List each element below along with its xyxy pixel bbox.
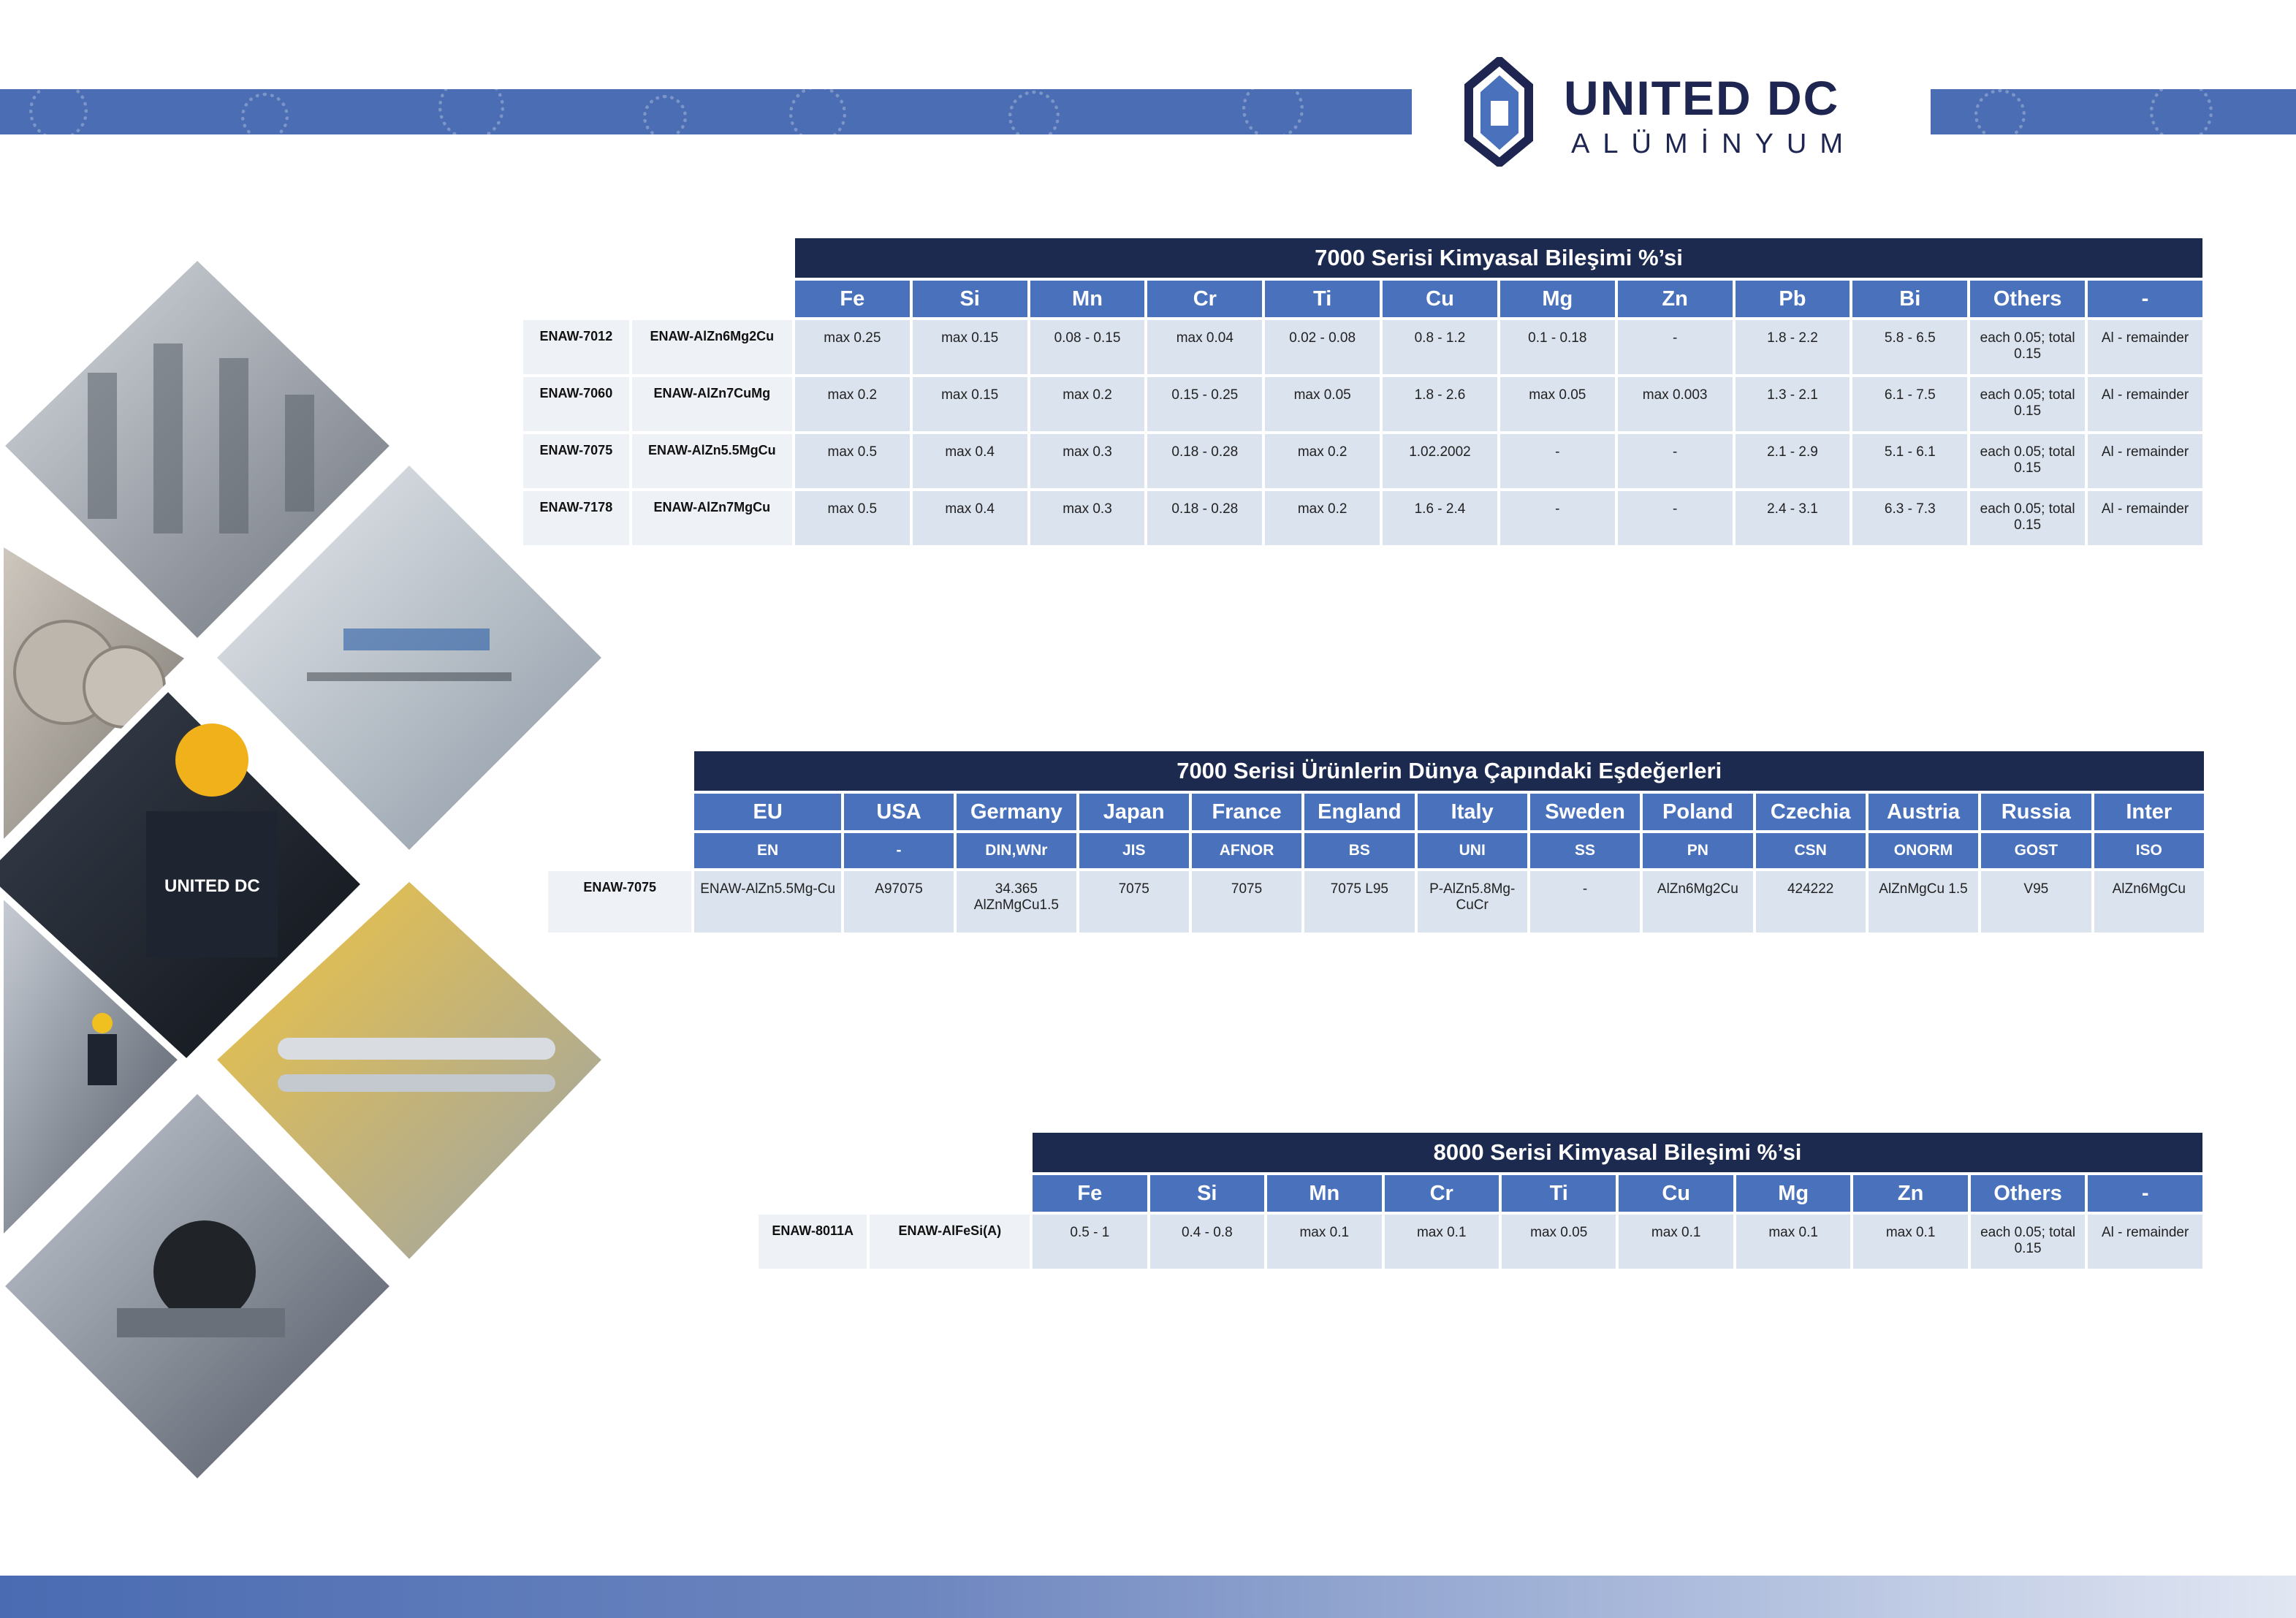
svg-text:UNITED DC: UNITED DC xyxy=(164,876,260,896)
table-cell: - xyxy=(1530,871,1640,933)
table-cell: Al - remainder xyxy=(2088,377,2202,431)
table-title: 8000 Serisi Kimyasal Bileşimi %’si xyxy=(1033,1133,2202,1172)
standard-header: CSN xyxy=(1756,833,1866,868)
column-header: Fe xyxy=(795,281,910,317)
country-header: Japan xyxy=(1079,794,1189,830)
table-cell: max 0.003 xyxy=(1618,377,1733,431)
table-cell: 34.365 AlZnMgCu1.5 xyxy=(957,871,1076,933)
table-cell: 0.8 - 1.2 xyxy=(1383,320,1497,374)
table-cell: 0.5 - 1 xyxy=(1033,1215,1147,1269)
table-cell: max 0.2 xyxy=(1030,377,1145,431)
table-cell: max 0.1 xyxy=(1267,1215,1381,1269)
column-header: - xyxy=(2088,281,2202,317)
table-cell: max 0.05 xyxy=(1500,377,1615,431)
table-cell: 1.6 - 2.4 xyxy=(1383,491,1497,545)
table-cell: 1.8 - 2.6 xyxy=(1383,377,1497,431)
standard-header: AFNOR xyxy=(1192,833,1301,868)
alloy-code: ENAW-7075 xyxy=(523,434,629,488)
table-cell: 0.1 - 0.18 xyxy=(1500,320,1615,374)
standard-header: ONORM xyxy=(1869,833,1978,868)
table-cell: each 0.05; total 0.15 xyxy=(1971,1215,2085,1269)
table-cell: Al - remainder xyxy=(2088,434,2202,488)
column-header: Others xyxy=(1970,281,2085,317)
country-header: Italy xyxy=(1418,794,1527,830)
alloy-name: ENAW-AlZn6Mg2Cu xyxy=(632,320,792,374)
table-cell: max 0.2 xyxy=(1265,491,1380,545)
table-cell: each 0.05; total 0.15 xyxy=(1970,377,2085,431)
standard-header: JIS xyxy=(1079,833,1189,868)
table-cell: Al - remainder xyxy=(2088,320,2202,374)
alloy-name: ENAW-AlZn7CuMg xyxy=(632,377,792,431)
table-cell: P-AlZn5.8Mg-CuCr xyxy=(1418,871,1527,933)
table-cell: 6.3 - 7.3 xyxy=(1852,491,1967,545)
table-cell: 1.3 - 2.1 xyxy=(1736,377,1850,431)
header-pattern-band-right xyxy=(1931,89,2296,134)
table-cell: AlZn6Mg2Cu xyxy=(1643,871,1752,933)
column-header: Mn xyxy=(1030,281,1145,317)
country-header: EU xyxy=(694,794,840,830)
table-cell: 5.1 - 6.1 xyxy=(1852,434,1967,488)
country-header: Czechia xyxy=(1756,794,1866,830)
column-header: - xyxy=(2088,1175,2202,1212)
table-cell: max 0.04 xyxy=(1147,320,1262,374)
table-cell: max 0.1 xyxy=(1736,1215,1850,1269)
table-cell: A97075 xyxy=(844,871,954,933)
standard-header: ISO xyxy=(2094,833,2205,868)
table-row xyxy=(548,871,2204,933)
column-header: Others xyxy=(1971,1175,2085,1212)
table-cell: 0.08 - 0.15 xyxy=(1030,320,1145,374)
column-header: Cu xyxy=(1619,1175,1733,1212)
table-cell: max 0.05 xyxy=(1502,1215,1616,1269)
table-cell: 2.1 - 2.9 xyxy=(1736,434,1850,488)
column-header: Cu xyxy=(1383,281,1497,317)
standard-header: GOST xyxy=(1981,833,2091,868)
table-cell: 1.8 - 2.2 xyxy=(1736,320,1850,374)
table-row xyxy=(523,320,2202,374)
table-cell: max 0.25 xyxy=(795,320,910,374)
table-row xyxy=(523,491,2202,545)
column-header: Mn xyxy=(1267,1175,1381,1212)
table-cell: max 0.2 xyxy=(1265,434,1380,488)
table-cell: - xyxy=(1500,491,1615,545)
table-cell: - xyxy=(1618,320,1733,374)
country-header: Austria xyxy=(1869,794,1978,830)
table-cell: - xyxy=(1618,491,1733,545)
alloy-code: ENAW-8011A xyxy=(759,1215,867,1269)
table-cell: each 0.05; total 0.15 xyxy=(1970,491,2085,545)
table-cell: 0.15 - 0.25 xyxy=(1147,377,1262,431)
logo-mark-icon xyxy=(1461,57,1542,167)
country-header: Poland xyxy=(1643,794,1752,830)
table-7000-equivalents xyxy=(545,748,2207,935)
table-cell: max 0.1 xyxy=(1385,1215,1499,1269)
table-row xyxy=(759,1215,2202,1269)
standard-header: DIN,WNr xyxy=(957,833,1076,868)
table-cell: max 0.1 xyxy=(1853,1215,1967,1269)
table-cell: max 0.5 xyxy=(795,491,910,545)
table-cell: max 0.1 xyxy=(1619,1215,1733,1269)
table-cell: 1.02.2002 xyxy=(1383,434,1497,488)
column-header: Mg xyxy=(1736,1175,1850,1212)
table-cell: AlZn6MgCu xyxy=(2094,871,2205,933)
table-cell: max 0.05 xyxy=(1265,377,1380,431)
table-cell: AlZnMgCu 1.5 xyxy=(1869,871,1978,933)
column-header: Bi xyxy=(1852,281,1967,317)
country-header: France xyxy=(1192,794,1301,830)
country-header: Sweden xyxy=(1530,794,1640,830)
table-cell: max 0.15 xyxy=(913,377,1027,431)
standard-header: EN xyxy=(694,833,840,868)
table-cell: 0.4 - 0.8 xyxy=(1150,1215,1264,1269)
column-header: Ti xyxy=(1502,1175,1616,1212)
column-header: Cr xyxy=(1385,1175,1499,1212)
table-title: 7000 Serisi Kimyasal Bileşimi %’si xyxy=(795,238,2202,278)
alloy-code: ENAW-7178 xyxy=(523,491,629,545)
table-cell: max 0.2 xyxy=(795,377,910,431)
column-header: Ti xyxy=(1265,281,1380,317)
standard-header: - xyxy=(844,833,954,868)
logo-title: UNITED DC xyxy=(1564,71,1840,125)
alloy-code: ENAW-7075 xyxy=(548,871,691,933)
table-7000-composition xyxy=(520,235,2205,548)
table-cell: 7075 L95 xyxy=(1304,871,1414,933)
table-cell: - xyxy=(1618,434,1733,488)
table-title: 7000 Serisi Ürünlerin Dünya Çapındaki Eşdeğerleri xyxy=(694,751,2204,791)
standard-header: BS xyxy=(1304,833,1414,868)
alloy-name: ENAW-AlFeSi(A) xyxy=(870,1215,1030,1269)
country-header: USA xyxy=(844,794,954,830)
table-cell: Al - remainder xyxy=(2088,491,2202,545)
table-cell: 6.1 - 7.5 xyxy=(1852,377,1967,431)
table-cell: max 0.3 xyxy=(1030,434,1145,488)
table-cell: Al - remainder xyxy=(2088,1215,2202,1269)
table-cell: max 0.5 xyxy=(795,434,910,488)
table-cell: max 0.15 xyxy=(913,320,1027,374)
column-header: Si xyxy=(1150,1175,1264,1212)
column-header: Zn xyxy=(1853,1175,1967,1212)
country-header: England xyxy=(1304,794,1414,830)
table-cell: 2.4 - 3.1 xyxy=(1736,491,1850,545)
logo-subtitle: ALÜMİNYUM xyxy=(1571,129,1857,159)
table-cell: V95 xyxy=(1981,871,2091,933)
country-header: Germany xyxy=(957,794,1076,830)
standard-header: SS xyxy=(1530,833,1640,868)
column-header: Zn xyxy=(1618,281,1733,317)
header-pattern-band-left xyxy=(0,89,1412,134)
column-header: Mg xyxy=(1500,281,1615,317)
photo-collage xyxy=(0,248,607,1491)
alloy-name: ENAW-AlZn7MgCu xyxy=(632,491,792,545)
alloy-code: ENAW-7060 xyxy=(523,377,629,431)
standard-header: UNI xyxy=(1418,833,1527,868)
table-cell: - xyxy=(1500,434,1615,488)
table-cell: 5.8 - 6.5 xyxy=(1852,320,1967,374)
column-header: Fe xyxy=(1033,1175,1147,1212)
table-cell: max 0.4 xyxy=(913,491,1027,545)
alloy-code: ENAW-7012 xyxy=(523,320,629,374)
footer-gradient-bar xyxy=(0,1576,2296,1618)
column-header: Si xyxy=(913,281,1027,317)
table-cell: 0.18 - 0.28 xyxy=(1147,434,1262,488)
country-header: Inter xyxy=(2094,794,2205,830)
column-header: Cr xyxy=(1147,281,1262,317)
table-cell: 0.02 - 0.08 xyxy=(1265,320,1380,374)
table-8000-composition xyxy=(756,1130,2205,1272)
table-row xyxy=(523,434,2202,488)
alloy-name: ENAW-AlZn5.5MgCu xyxy=(632,434,792,488)
table-cell: 7075 xyxy=(1079,871,1189,933)
table-cell: max 0.4 xyxy=(913,434,1027,488)
column-header: Pb xyxy=(1736,281,1850,317)
table-row xyxy=(523,377,2202,431)
standard-header: PN xyxy=(1643,833,1752,868)
table-cell: 424222 xyxy=(1756,871,1866,933)
table-cell: each 0.05; total 0.15 xyxy=(1970,320,2085,374)
country-header: Russia xyxy=(1981,794,2091,830)
company-logo xyxy=(1461,57,1856,167)
table-cell: ENAW-AlZn5.5Mg-Cu xyxy=(694,871,840,933)
table-cell: 7075 xyxy=(1192,871,1301,933)
table-cell: max 0.3 xyxy=(1030,491,1145,545)
table-cell: 0.18 - 0.28 xyxy=(1147,491,1262,545)
table-cell: each 0.05; total 0.15 xyxy=(1970,434,2085,488)
